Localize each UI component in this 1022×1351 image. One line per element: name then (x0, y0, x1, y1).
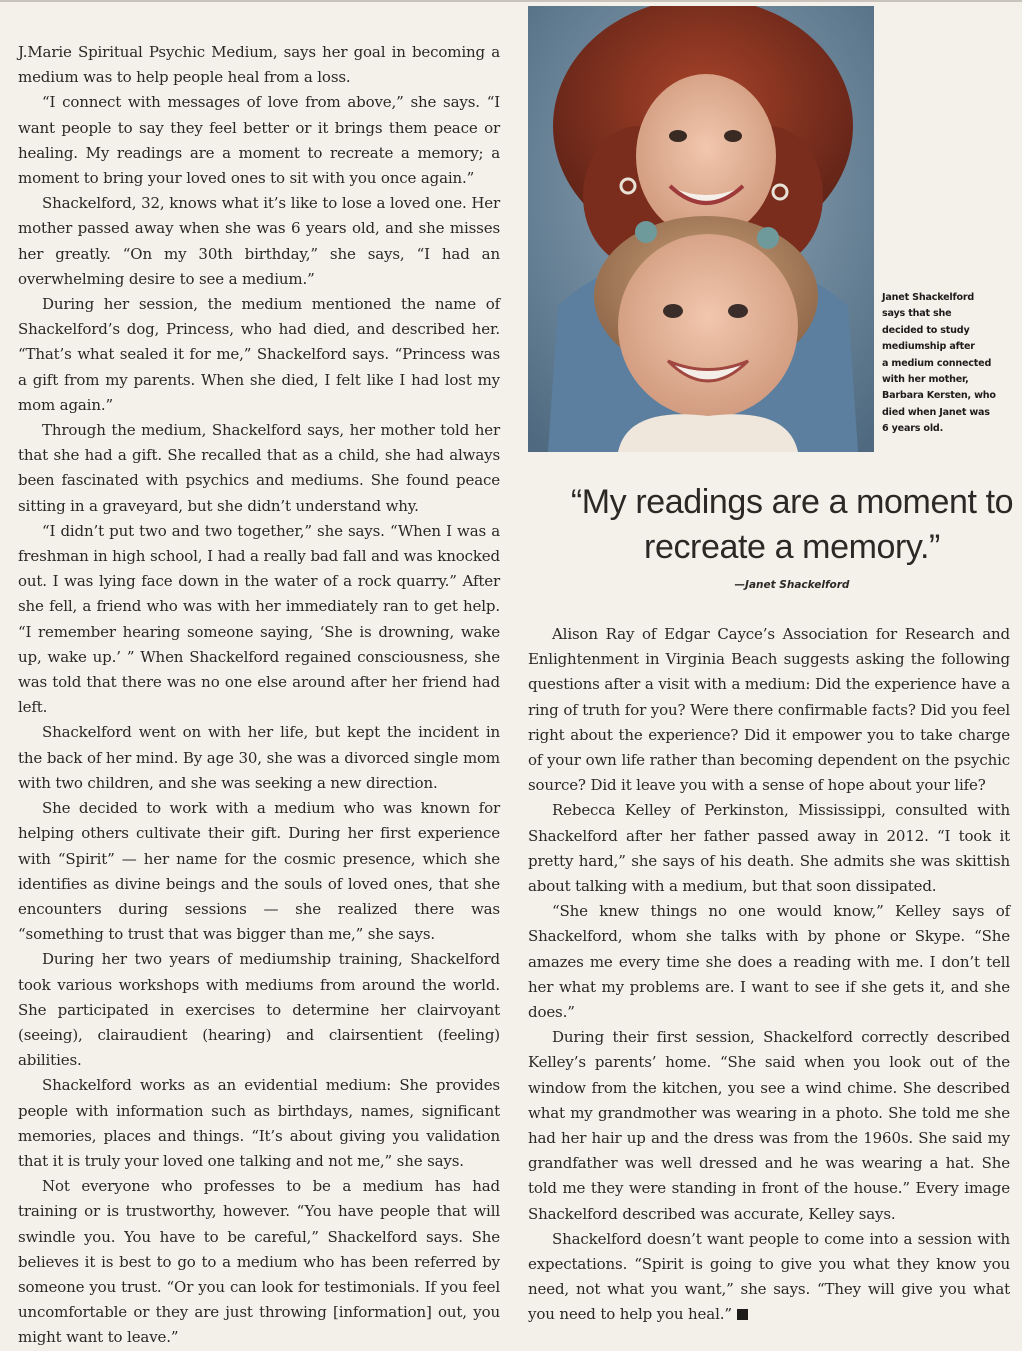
caption-line: 6 years old. (882, 423, 944, 435)
pull-quote-line-2: recreate a memory.” (644, 528, 940, 566)
photo-caption (882, 290, 1010, 438)
caption-line: a medium connected (882, 357, 992, 369)
end-of-article-mark (737, 1309, 748, 1320)
pull-quote-attribution: —Janet Shackelford (734, 579, 850, 591)
article-paragraph: Shackelford, 32, knows what it’s like to lose a loved one. Her mother passed away when she was 6 years old, and she misses her greatly. “On my 30th birthday,” she says, “I had an overwhelming desire to see a medium.” (18, 194, 500, 288)
article-paragraph: “She knew things no one would know,” Kelley says of Shackelford, whom she talks with by phone or Skype. “She amazes me every time she does a reading with me. I don’t tell her what my problems are. I want to see if she gets it, and she does.” (528, 902, 1010, 1022)
article-paragraph: Through the medium, Shackelford says, her mother told her that she had a gift. She recalled that as a child, she had always been fascinated with psychics and mediums. She found peace sitting in a graveyard, but she didn’t understand why. (18, 421, 500, 515)
pull-quote-line-1: “My readings are a moment to (570, 483, 1014, 521)
article-paragraph: “I connect with messages of love from above,” she says. “I want people to say they feel better or it brings them peace or healing. My readings are a moment to recreate a memory; a moment to bring your loved ones to sit with you once again.” (18, 93, 500, 188)
article-paragraph: Shackelford works as an evidential medium: She provides people with information such as birthdays, names, significant memories, places and things. “It’s about giving you validation that it is truly your loved one talking and not me,” she says. (18, 1076, 500, 1170)
article-paragraph: Not everyone who professes to be a medium has had training or is trustworthy, however. “You have people that will swindle you. You have to be careful,” Shackelford says. She believes it is best to go to a medium who has been referred by someone you trust. “Or you can look for testimonials. If you feel uncomfortable or they are just throwing [information] out, you might want to leave.” (18, 1177, 500, 1347)
article-paragraph: Shackelford went on with her life, but kept the incident in the back of her mind. By age 30, she was a divorced single mom with two children, and she was seeking a new direction. (18, 723, 500, 792)
article-paragraph (528, 1227, 1010, 1328)
caption-line: Barbara Kersten, who (882, 390, 996, 402)
right-article-column (528, 622, 1010, 1328)
caption-line: died when Janet was (882, 406, 990, 418)
caption-line: mediumship after (882, 341, 975, 353)
mother-and-child-photo-illustration (528, 6, 874, 452)
caption-line: decided to study (882, 324, 970, 336)
article-paragraph: Rebecca Kelley of Perkinston, Mississippi, consulted with Shackelford after her father passed away in 2012. “I took it pretty hard,” she says of his death. She admits she was skittish about talking with a medium, but that soon dissipated. (528, 801, 1010, 896)
caption-line: with her mother, (882, 374, 969, 386)
article-paragraph: Alison Ray of Edgar Cayce’s Association for Research and Enlightenment in Virginia Beach suggests asking the following questions after a visit with a medium: Did the experience have a ring of truth for you? Were there confirmable facts? Did you feel right about the experience? Did it empower you to take charge of your own life rather than becoming dependent on the psychic source? Did it leave you with a sense of hope about your life? (528, 625, 1010, 795)
article-paragraph: During her session, the medium mentioned the name of Shackelford’s dog, Princess, who had died, and described her. “That’s what sealed it for me,” Shackelford says. “Princess was a gift from my parents. When she died, I felt like I had lost my mom again.” (18, 295, 500, 414)
caption-line: Janet Shackelford (882, 292, 975, 303)
caption-line: says that she (882, 308, 952, 320)
family-photo (528, 6, 874, 452)
pull-quote (532, 480, 1022, 591)
article-paragraph: During their first session, Shackelford correctly described Kelley’s parents’ home. “She said when you look out of the window from the kitchen, you see a wind chime. She described what my grandmother was wearing in a photo. She told me she had her hair up and the dress was from the 1960s. She said my grandfather was well dressed and he was wearing a hat. She told me they were standing in front of the house.” Every image Shackelford described was accurate, Kelley says. (528, 1028, 1010, 1223)
left-article-column (18, 40, 500, 1351)
article-paragraph: J.Marie Spiritual Psychic Medium, says her goal in becoming a medium was to help people heal from a loss. (18, 43, 500, 87)
final-paragraph-text: Shackelford doesn’t want people to come into a session with expectations. “Spirit is going to give you what they know you need, not what you want,” she says. “They will give you what you need to help you heal.” (528, 1229, 1010, 1324)
article-paragraph: She decided to work with a medium who was known for helping others cultivate their gift. During her first experience with “Spirit” — her name for the cosmic presence, which she identifies as divine beings and the souls of loved ones, that she encounters during sessions — she realized there was “something to trust that was bigger than me,” she says. (18, 799, 500, 944)
article-paragraph: “I didn’t put two and two together,” she says. “When I was a freshman in high school, I had a really bad fall and was knocked out. I was lying face down in the water of a rock quarry.” After she fell, a friend who was with her immediately ran to get help. “I remember hearing someone saying, ‘She is drowning, wake up, wake up.’ ” When Shackelford regained consciousness, she was told that there was no one else around after her friend had left. (18, 521, 500, 717)
article-paragraph: During her two years of mediumship training, Shackelford took various workshops with mediums from around the world. She participated in exercises to determine her clairvoyant (seeing), clairaudient (hearing) and clairsentient (feeling) abilities. (18, 950, 500, 1070)
